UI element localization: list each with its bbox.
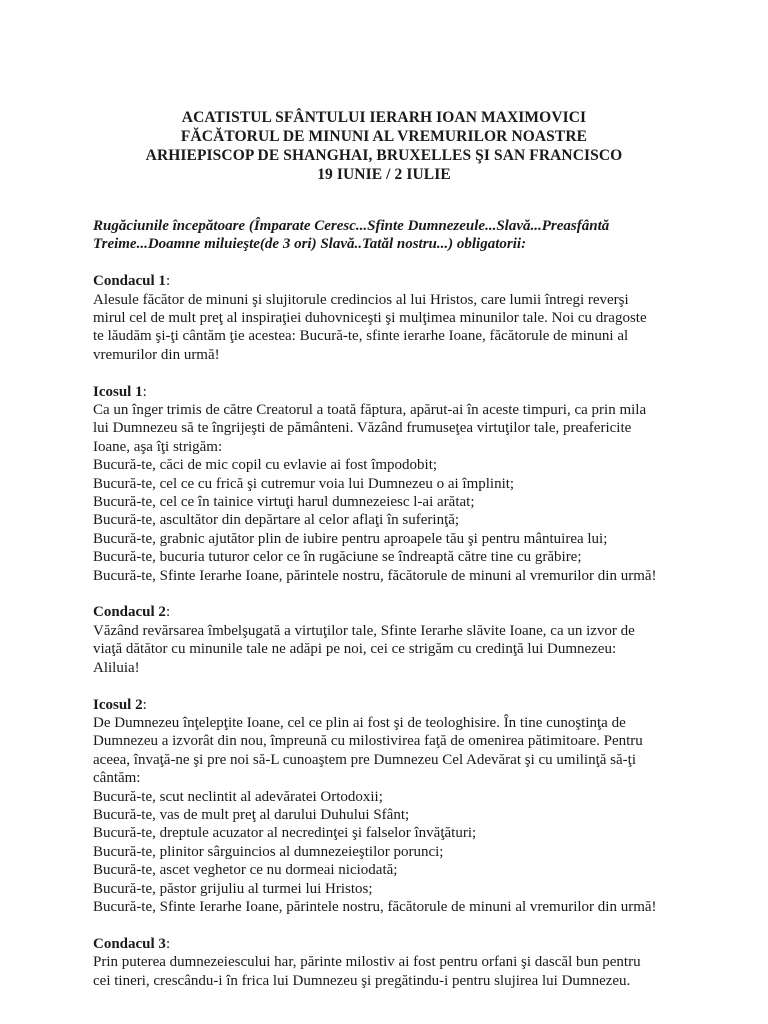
section-heading-text: Condacul 3 — [93, 935, 166, 952]
section-heading — [93, 696, 713, 714]
text-line: Bucură-te, ascet veghetor ce nu dormeai niciodată; — [93, 862, 398, 879]
text-line: lui Dumnezeu să te îngrijeşti de pământeni. Văzând frumuseţea virtuţilor tale, preafericite — [93, 420, 632, 437]
title-line: ARHIEPISCOP DE SHANGHAI, BRUXELLES ŞI SAN FRANCISCO — [145, 147, 623, 164]
text-line: Văzând revărsarea îmbelşugată a virtuţilor tale, Sfinte Ierarhe slăvite Ioane, ca un izvor de — [93, 622, 635, 639]
section-condacul-1 — [93, 272, 713, 364]
intro-line: Treime...Doamne miluieşte(de 3 ori) Slavă..Tatăl nostru...) obligatorii: — [93, 236, 527, 253]
section-heading-suffix: : — [165, 273, 171, 290]
section-heading-text: Icosul 2 — [93, 696, 143, 713]
text-line: De Dumnezeu înţelepţite Ioane, cel ce plin ai fost şi de teologhisire. În tine cunoştinţa de — [93, 714, 626, 731]
document-title — [0, 108, 768, 184]
section-heading-suffix: : — [142, 696, 147, 713]
section-heading-suffix: : — [165, 935, 171, 952]
text-line: Bucură-te, păstor grijuliu al turmei lui Hristos; — [93, 880, 373, 897]
text-line: Bucură-te, vas de mult preţ al darului Duhului Sfânt; — [93, 806, 410, 823]
section-heading-text: Icosul 1 — [93, 383, 143, 400]
section-heading-text: Condacul 2 — [93, 604, 166, 621]
section-heading-text: Condacul 1 — [93, 273, 166, 290]
text-line: mirul cel de mult preţ al inspiraţiei duhovniceşti şi mulţimea minunilor tale. Noi cu dragoste — [93, 310, 647, 327]
section-heading — [93, 935, 713, 953]
text-line: Bucură-te, plinitor sârguincios al dumnezeieştilor porunci; — [93, 843, 444, 860]
text-line: Bucură-te, cel ce cu frică şi cutremur voia lui Dumnezeu o ai împlinit; — [93, 475, 515, 492]
section-condacul-3 — [93, 935, 713, 990]
title-line: FĂCĂTORUL DE MINUNI AL VREMURILOR NOASTRE — [180, 128, 588, 145]
text-line: Bucură-te, ascultător din depărtare al celor aflaţi în suferinţă; — [93, 512, 460, 529]
text-line: aceea, învaţă-ne şi pre noi să-L cunoaştem pre Dumnezeu Cel Adevărat şi cu umilinţă să-ţi — [93, 751, 636, 768]
text-line: Bucură-te, dreptule acuzator al necredinţei şi falselor învăţături; — [93, 825, 477, 842]
section-icosul-1 — [93, 383, 713, 585]
title-line: 19 IUNIE / 2 IULIE — [317, 166, 451, 183]
section-heading — [93, 272, 713, 290]
text-line: Bucură-te, Sfinte Ierarhe Ioane, părintele nostru, făcătorule de minuni al vremurilor din urmă! — [93, 898, 657, 915]
sections-container — [93, 272, 713, 990]
text-line: vremurilor din urmă! — [93, 346, 220, 363]
document-body — [93, 217, 713, 1008]
section-heading — [93, 383, 713, 401]
text-line: te lăudăm şi-ţi cântăm ţie acestea: Bucură-te, sfinte ierarhe Ioane, făcătorule de minuni al — [93, 328, 629, 345]
section-heading-suffix: : — [165, 604, 171, 621]
text-line: cei tineri, crescându-i în frica lui Dumnezeu şi pregătindu-i pentru slujirea lui Dumnezeu. — [93, 972, 631, 989]
text-line: cântăm: — [93, 770, 141, 787]
intro-line: Rugăciunile începătoare (Împarate Ceresc...Sfinte Dumnezeule...Slavă...Preasfântă — [93, 218, 610, 234]
text-line: Alesule făcător de minuni şi slujitorule credincios al lui Hristos, care lumii întregi reverşi — [93, 291, 629, 308]
text-line: viaţă dătător cu minunile tale ne adăpi pe noi, cei ce strigăm cu credinţă lui Dumnezeu: — [93, 641, 617, 658]
text-line: Bucură-te, Sfinte Ierarhe Ioane, părintele nostru, făcătorule de minuni al vremurilor din urmă! — [93, 567, 657, 584]
section-condacul-2 — [93, 603, 713, 677]
text-line: Bucură-te, grabnic ajutător plin de iubire pentru aproapele tău şi pentru mântuirea lui; — [93, 530, 608, 547]
text-line: Aliluia! — [93, 659, 140, 676]
intro-paragraph — [93, 217, 713, 254]
text-line: Bucură-te, căci de mic copil cu evlavie ai fost împodobit; — [93, 457, 438, 474]
text-line: Bucură-te, cel ce în tainice virtuţi harul dumnezeiesc l-ai arătat; — [93, 494, 475, 511]
text-line: Dumnezeu a izvorât din nou, împreună cu milostivirea faţă de omenirea pătimitoare. Pentru — [93, 733, 643, 750]
section-icosul-2 — [93, 696, 713, 917]
section-heading — [93, 603, 713, 621]
section-heading-suffix: : — [142, 383, 147, 400]
text-line: Ca un înger trimis de către Creatorul a toată făptura, apărut-ai în aceste timpuri, ca prin mila — [93, 402, 647, 419]
text-line: Bucură-te, bucuria tuturor celor ce în rugăciune se îndreaptă către tine cu grăbire; — [93, 549, 582, 566]
text-line: Prin puterea dumnezeiescului har, părinte milostiv ai fost pentru orfani şi dascăl bun pentru — [93, 954, 641, 971]
title-line: ACATISTUL SFÂNTULUI IERARH IOAN MAXIMOVICI — [181, 109, 587, 126]
text-line: Bucură-te, scut neclintit al adevăratei Ortodoxii; — [93, 788, 383, 805]
text-line: Ioane, aşa îţi strigăm: — [93, 438, 223, 455]
